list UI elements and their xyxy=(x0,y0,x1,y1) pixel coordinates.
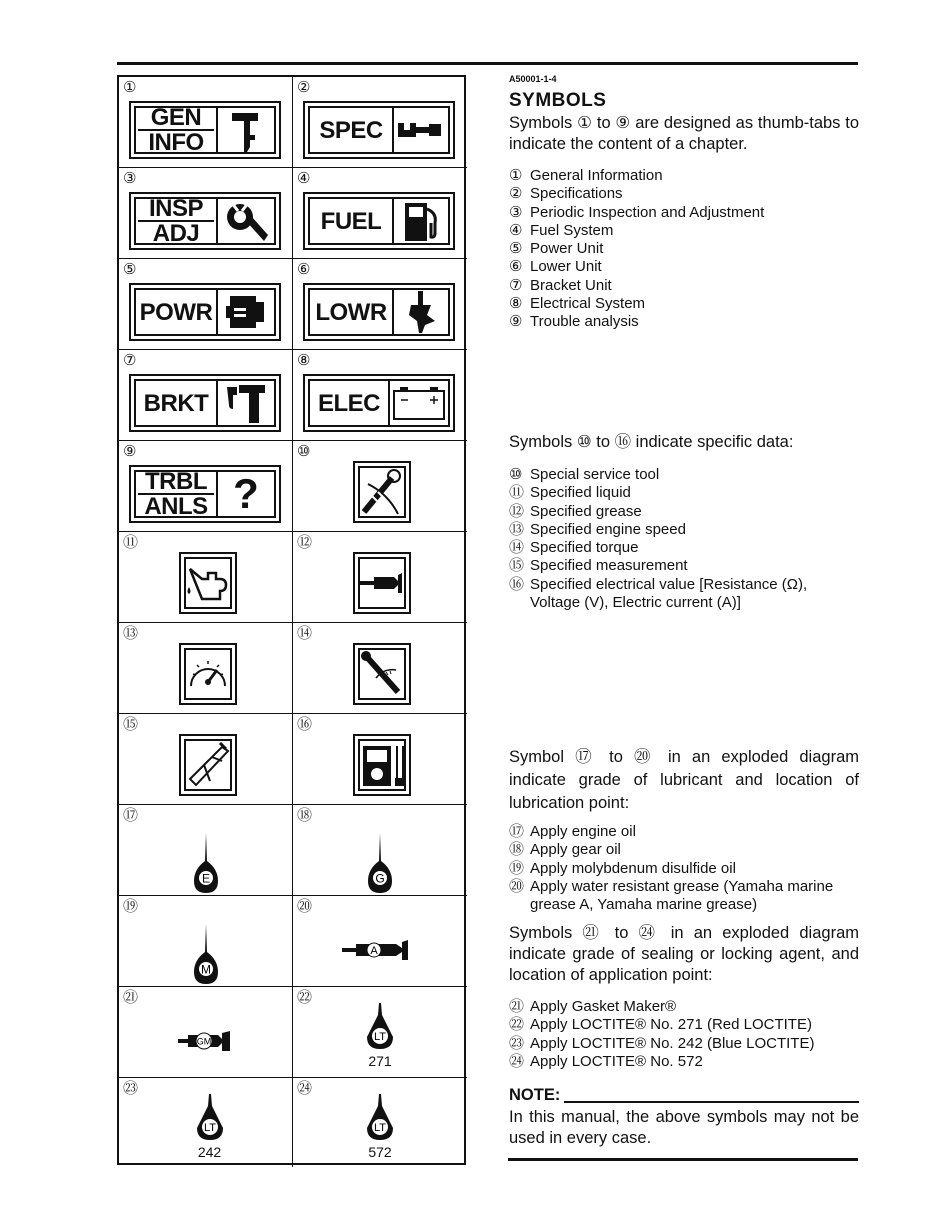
fuel-pump-icon xyxy=(394,199,448,243)
item-number: ④ xyxy=(509,221,523,239)
oiler-letter: M xyxy=(201,962,211,977)
item-text: Periodic Inspection and Adjustment xyxy=(530,203,765,221)
intro-thumb-tabs: Symbols ① to ⑨ are designed as thumb-tabs to indicate the content of a chapter. xyxy=(509,114,859,153)
loctite-number: 572 xyxy=(368,1144,392,1160)
tab-powr xyxy=(129,283,281,341)
tab-brkt xyxy=(129,374,281,432)
cell-trbl-anls xyxy=(119,441,293,532)
cell-insp-adj xyxy=(119,168,293,259)
item-text: Specified engine speed xyxy=(530,520,686,538)
cell-spec xyxy=(293,77,467,168)
item-number: ⑱ xyxy=(509,841,525,859)
item-number: ⑲ xyxy=(509,859,525,877)
document-code: A50001-1-4 xyxy=(509,74,557,84)
outboard-motor-icon xyxy=(218,108,274,152)
cell-number: ㉒ xyxy=(297,989,313,1006)
item-number: ⑮ xyxy=(509,557,525,575)
tab-spec xyxy=(303,101,455,159)
cell-number: ⑲ xyxy=(123,898,139,915)
oiler-letter: E xyxy=(201,871,211,886)
item-text: Specified torque xyxy=(530,539,639,557)
cell-elec xyxy=(293,350,467,441)
cell-electrical-value xyxy=(293,714,467,805)
oiler-icon xyxy=(119,823,293,895)
list-item xyxy=(509,240,859,258)
item-number: ⑤ xyxy=(509,240,523,258)
tab-text: BRKT xyxy=(143,389,209,417)
cell-loctite-242 xyxy=(119,1078,293,1167)
loctite-bottle-icon xyxy=(365,1094,395,1147)
cell-gen-info xyxy=(119,77,293,168)
item-number: ㉑ xyxy=(509,998,525,1015)
item-text: Apply engine oil xyxy=(530,823,636,840)
intro-specific-data: Symbols ⑩ to ⑯ indicate specific data: xyxy=(509,433,794,451)
cell-engine-oil xyxy=(119,805,293,896)
cell-water-grease xyxy=(293,896,467,987)
torque-wrench-icon xyxy=(353,643,411,705)
note-rule xyxy=(564,1101,859,1103)
item-number: ① xyxy=(509,167,523,184)
loctite-number: 242 xyxy=(197,1144,222,1160)
caliper-icon xyxy=(179,734,237,796)
gasket-letter: GM xyxy=(196,1036,212,1047)
tab-text: FUEL xyxy=(320,207,382,235)
tab-text: GEN xyxy=(150,104,202,131)
cell-number: ④ xyxy=(297,170,311,187)
list-item xyxy=(509,484,859,502)
item-text: Electrical System xyxy=(530,295,646,313)
item-number: ⑪ xyxy=(509,484,525,502)
cell-number: ⑥ xyxy=(297,261,311,278)
tab-text: LOWR xyxy=(315,298,387,326)
list-item xyxy=(509,1053,859,1071)
list-item xyxy=(509,878,859,915)
list-item xyxy=(509,998,859,1016)
cell-number: ⑳ xyxy=(297,898,313,915)
grease-letter: A xyxy=(370,945,378,957)
symbol-grid xyxy=(117,75,466,1165)
tab-elec xyxy=(303,374,455,432)
cell-number: ⑧ xyxy=(297,352,311,369)
loctite-bottle-icon xyxy=(365,1003,395,1056)
list-item xyxy=(509,576,859,613)
cell-number: ⑪ xyxy=(123,534,139,551)
item-text: Lower Unit xyxy=(530,258,602,276)
tab-text: ELEC xyxy=(317,389,380,417)
cell-number: ⑨ xyxy=(123,443,137,460)
cell-special-tool xyxy=(293,441,467,532)
loctite-letter: LT xyxy=(373,1031,387,1043)
question-mark-icon: ? xyxy=(233,470,259,517)
list-item xyxy=(509,521,859,539)
grease-tube-icon xyxy=(353,552,411,614)
cell-number: ⑤ xyxy=(123,261,137,278)
oil-can-icon xyxy=(179,552,237,614)
list-item xyxy=(509,258,859,276)
item-text: Specified grease xyxy=(530,502,642,520)
item-number: ⑬ xyxy=(509,520,525,538)
item-text: Power Unit xyxy=(530,240,604,258)
cell-gasket-maker xyxy=(119,987,293,1078)
item-text: Specified measurement xyxy=(530,557,688,575)
tab-text: INFO xyxy=(138,129,214,154)
tab-text: SPEC xyxy=(319,116,383,144)
cell-specified-liquid xyxy=(119,532,293,623)
item-number: ⑫ xyxy=(509,502,525,520)
item-number: ㉓ xyxy=(509,1034,525,1052)
tab-text: TRBL xyxy=(145,468,207,495)
battery-icon xyxy=(390,381,448,425)
list-item xyxy=(509,1035,859,1053)
item-number: ㉒ xyxy=(509,1016,525,1034)
cell-number: ① xyxy=(123,79,137,96)
oiler-icon xyxy=(293,823,467,895)
item-text: Trouble analysis xyxy=(530,313,639,331)
tab-insp-adj xyxy=(129,192,281,250)
cell-torque xyxy=(293,623,467,714)
list-specific-data xyxy=(509,466,859,612)
loctite-number: 271 xyxy=(368,1053,392,1069)
cell-number: ⑰ xyxy=(123,807,139,824)
list-item xyxy=(509,539,859,557)
cell-moly-oil xyxy=(119,896,293,987)
cell-specified-grease xyxy=(293,532,467,623)
cell-powr xyxy=(119,259,293,350)
list-item xyxy=(509,295,859,313)
item-number: ⑥ xyxy=(509,258,523,276)
special-tool-icon xyxy=(353,461,411,523)
cell-loctite-572 xyxy=(293,1078,467,1167)
tab-text: ANLS xyxy=(138,493,214,518)
note xyxy=(509,1086,859,1105)
note-text: In this manual, the above symbols may not be used in every case. xyxy=(509,1108,859,1147)
cell-number: ⑮ xyxy=(123,716,139,733)
item-number: ⑦ xyxy=(509,276,523,294)
list-item xyxy=(509,823,859,841)
oiler-icon xyxy=(119,914,293,986)
list-sealing xyxy=(509,998,859,1071)
tab-fuel xyxy=(303,192,455,250)
cell-number: ③ xyxy=(123,170,137,187)
item-number: ⑯ xyxy=(509,575,525,593)
intro-lubricant: Symbol ⑰ to ⑳ in an exploded diagram indicate grade of lubricant and location of lubrication point: xyxy=(509,748,859,812)
item-text: Apply LOCTITE® No. 242 (Blue LOCTITE) xyxy=(530,1034,815,1052)
item-number: ⑳ xyxy=(509,877,525,895)
list-item xyxy=(509,557,859,575)
cell-number: ⑭ xyxy=(297,625,313,642)
tachometer-icon xyxy=(179,643,237,705)
loctite-letter: LT xyxy=(203,1122,217,1134)
item-number: ⑧ xyxy=(509,295,523,313)
list-thumb-tabs xyxy=(509,167,859,332)
list-item xyxy=(509,222,859,240)
cell-number: ⑯ xyxy=(297,716,313,733)
tools-icon xyxy=(218,199,274,243)
cell-number: ㉑ xyxy=(123,989,139,1006)
item-text: General Information xyxy=(530,167,663,184)
cell-number: ⑱ xyxy=(297,807,313,824)
cell-gear-oil xyxy=(293,805,467,896)
item-text: Bracket Unit xyxy=(530,276,612,294)
list-item xyxy=(509,466,859,484)
tab-text: POWR xyxy=(139,298,213,326)
bracket-icon xyxy=(218,381,274,425)
item-text: Apply molybdenum disulfide oil xyxy=(530,859,736,877)
cell-number: ㉓ xyxy=(123,1080,139,1097)
loctite-letter: LT xyxy=(373,1122,387,1134)
cell-loctite-271 xyxy=(293,987,467,1078)
item-number: ② xyxy=(509,185,523,203)
intro-sealing: Symbols ㉑ to ㉔ in an exploded diagram indicate grade of sealing or locking agent, and location of application point: xyxy=(509,924,859,984)
list-item xyxy=(509,313,859,331)
item-text: Apply LOCTITE® No. 572 xyxy=(530,1052,703,1070)
item-text: Apply water resistant grease (Yamaha marine grease A, Yamaha marine grease) xyxy=(530,877,834,914)
cell-brkt xyxy=(119,350,293,441)
cell-number: ⑦ xyxy=(123,352,137,369)
cell-number: ② xyxy=(297,79,311,96)
item-text: Special service tool xyxy=(530,466,660,483)
list-item xyxy=(509,185,859,203)
cell-fuel xyxy=(293,168,467,259)
loctite-bottle-icon xyxy=(195,1094,225,1147)
item-number: ③ xyxy=(509,203,523,221)
page-title: SYMBOLS xyxy=(509,90,607,111)
item-text: Apply gear oil xyxy=(530,841,621,859)
list-lubricant xyxy=(509,823,859,914)
item-text: Fuel System xyxy=(530,221,614,239)
cell-engine-speed xyxy=(119,623,293,714)
item-number: ㉔ xyxy=(509,1052,525,1070)
cell-number: ⑫ xyxy=(297,534,313,551)
tab-text: ADJ xyxy=(138,220,214,245)
list-item xyxy=(509,860,859,878)
cell-lowr xyxy=(293,259,467,350)
item-text: Specified electrical value [Resistance (Ω), Voltage (V), Electric current (A)] xyxy=(530,575,808,612)
list-item xyxy=(509,1016,859,1034)
item-number: ⑩ xyxy=(509,466,523,483)
grease-tube-icon xyxy=(293,914,467,986)
list-item xyxy=(509,167,859,185)
list-item xyxy=(509,841,859,859)
tab-text: INSP xyxy=(148,195,203,222)
item-text: Apply Gasket Maker® xyxy=(530,998,677,1015)
list-item xyxy=(509,204,859,222)
item-text: Specified liquid xyxy=(530,484,631,502)
cell-measurement xyxy=(119,714,293,805)
list-item xyxy=(509,277,859,295)
item-number: ⑭ xyxy=(509,539,525,557)
item-number: ⑰ xyxy=(509,823,525,840)
engine-icon xyxy=(218,290,274,334)
wrench-icon xyxy=(394,108,448,152)
tab-lowr xyxy=(303,283,455,341)
item-number: ⑨ xyxy=(509,313,523,331)
multimeter-icon xyxy=(353,734,411,796)
item-text: Specifications xyxy=(530,185,623,203)
gasket-tube-icon xyxy=(119,1005,293,1077)
oiler-letter: G xyxy=(375,871,385,886)
tab-trbl-anls xyxy=(129,465,281,523)
cell-number: ⑩ xyxy=(297,443,311,460)
top-rule xyxy=(117,62,858,65)
note-label: NOTE: xyxy=(509,1086,561,1104)
cell-number: ㉔ xyxy=(297,1080,313,1097)
item-text: Apply LOCTITE® No. 271 (Red LOCTITE) xyxy=(530,1016,812,1034)
cell-number: ⑬ xyxy=(123,625,139,642)
lower-unit-icon xyxy=(394,290,448,334)
tab-gen-info xyxy=(129,101,281,159)
bottom-rule xyxy=(508,1158,858,1161)
list-item xyxy=(509,503,859,521)
